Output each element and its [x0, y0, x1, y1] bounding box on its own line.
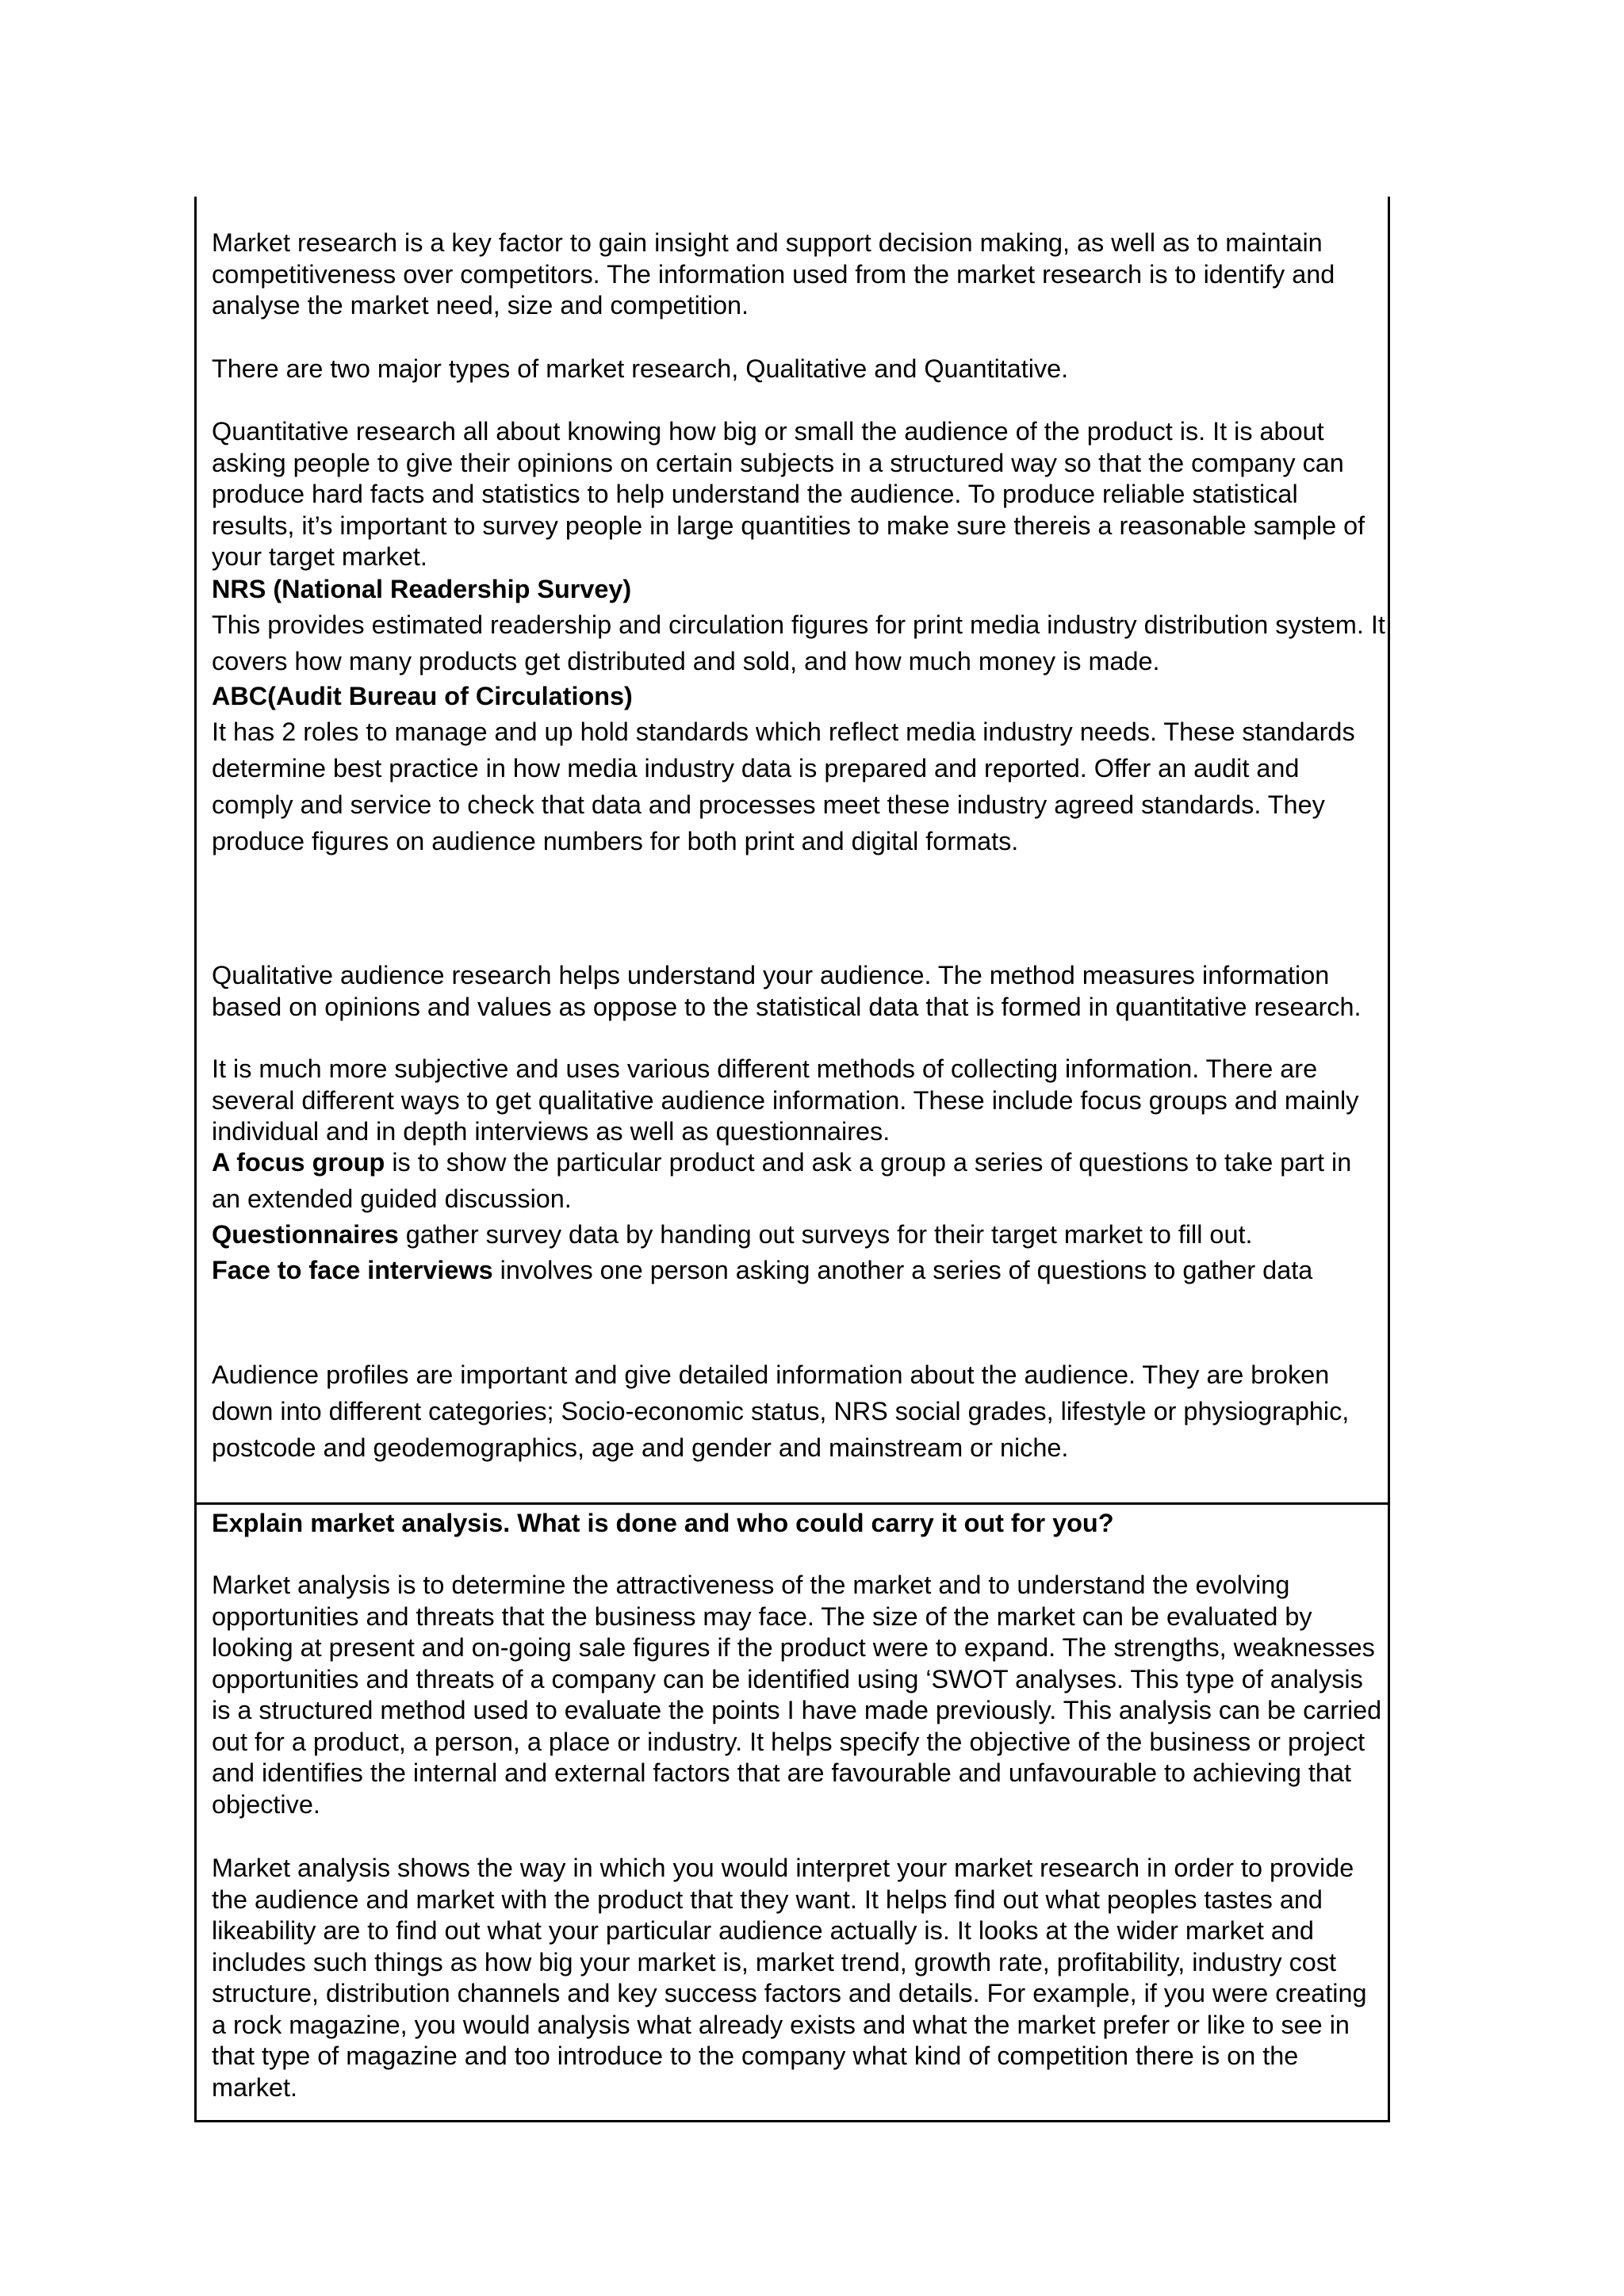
- focus-group-paragraph: [212, 1144, 1385, 1217]
- intro-paragraph: Market research is a key factor to gain insight and support decision making, as well as to maintain competitiveness over competitors. The information used from the market research is to identify and analyse the market need, size and competition.: [212, 228, 1335, 320]
- abc-paragraph: It has 2 roles to manage and up hold standards which reflect media industry needs. These standards determine best practice in how media industry data is prepared and reported. Offer an audit and comply and service to check that data and processes meet these industry agreed standards. They produce figures on audience numbers for both print and digital formats.: [212, 718, 1355, 855]
- qualitative-paragraph: Qualitative audience research helps understand your audience. The method measures information based on opinions and values as oppose to the statistical data that is formed in quantitative research.: [212, 961, 1362, 1021]
- questionnaires-text: gather survey data by handing out surveys for their target market to fill out.: [398, 1220, 1253, 1249]
- abc-heading: ABC(Audit Bureau of Circulations): [212, 682, 633, 710]
- interviews-text: involves one person asking another a series of questions to gather data: [492, 1256, 1313, 1284]
- questionnaires-paragraph: [212, 1216, 1385, 1253]
- audience-profiles-paragraph: Audience profiles are important and give detailed information about the audience. They are broken down into different categories; Socio-economic status, NRS social grades, lifestyle or physiographic, postcode and geodemographics, age and gender and mainstream or niche.: [212, 1360, 1350, 1462]
- questionnaires-label: Questionnaires: [212, 1220, 399, 1249]
- quantitative-paragraph: Quantitative research all about knowing how big or small the audience of the product is. It is about asking people to give their opinions on certain subjects in a structured way so that the company can produce hard facts and statistics to help understand the audience. To produce reliable statistical results, it’s important to survey people in large quantities to make sure thereis a reasonable sample of your target market.: [212, 417, 1365, 571]
- nrs-heading: NRS (National Readership Survey): [212, 575, 632, 603]
- interviews-paragraph: [212, 1252, 1385, 1288]
- interviews-label: Face to face interviews: [212, 1256, 493, 1284]
- market-analysis-question: Explain market analysis. What is done and who could carry it out for you?: [212, 1509, 1114, 1537]
- market-analysis-paragraph: Market analysis is to determine the attractiveness of the market and to understand the evolving opportunities and threats that the business may face. The size of the market can be evaluated by looking at present and on-going sale figures if the product were to expand. The strengths, weaknesses opportunities and threats of a company can be identified using ‘SWOT analyses. This type of analysis is a structured method used to evaluate the points I have made previously. This analysis can be carried out for a product, a person, a place or industry. It helps specify the objective of the business or project and identifies the internal and external factors that are favourable and unfavourable to achieving that objective.: [212, 1571, 1382, 1819]
- subjective-paragraph: It is much more subjective and uses various different methods of collecting information. There are several different ways to get qualitative audience information. These include focus groups and mainly individual and in depth interviews as well as questionnaires.: [212, 1054, 1359, 1146]
- market-interpretation-paragraph: Market analysis shows the way in which you would interpret your market research in order to provide the audience and market with the product that they want. It helps find out what peoples tastes and likeability are to find out what your particular audience actually is. It looks at the wider market and includes such things as how big your market is, market trend, growth rate, profitability, industry cost structure, distribution channels and key success factors and details. For example, if you were creating a rock magazine, you would analysis what already exists and what the market prefer or like to see in that type of magazine and too introduce to the company what kind of competition there is on the market.: [212, 1854, 1367, 2102]
- nrs-paragraph: This provides estimated readership and circulation figures for print media industry distribution system. It covers how many products get distributed and sold, and how much money is made.: [212, 610, 1385, 675]
- focus-group-label: A focus group: [212, 1148, 385, 1177]
- focus-group-text: is to show the particular product and ask a group a series of questions to take part in an extended guided discussion.: [212, 1148, 1352, 1213]
- types-paragraph: There are two major types of market research, Qualitative and Quantitative.: [212, 354, 1069, 383]
